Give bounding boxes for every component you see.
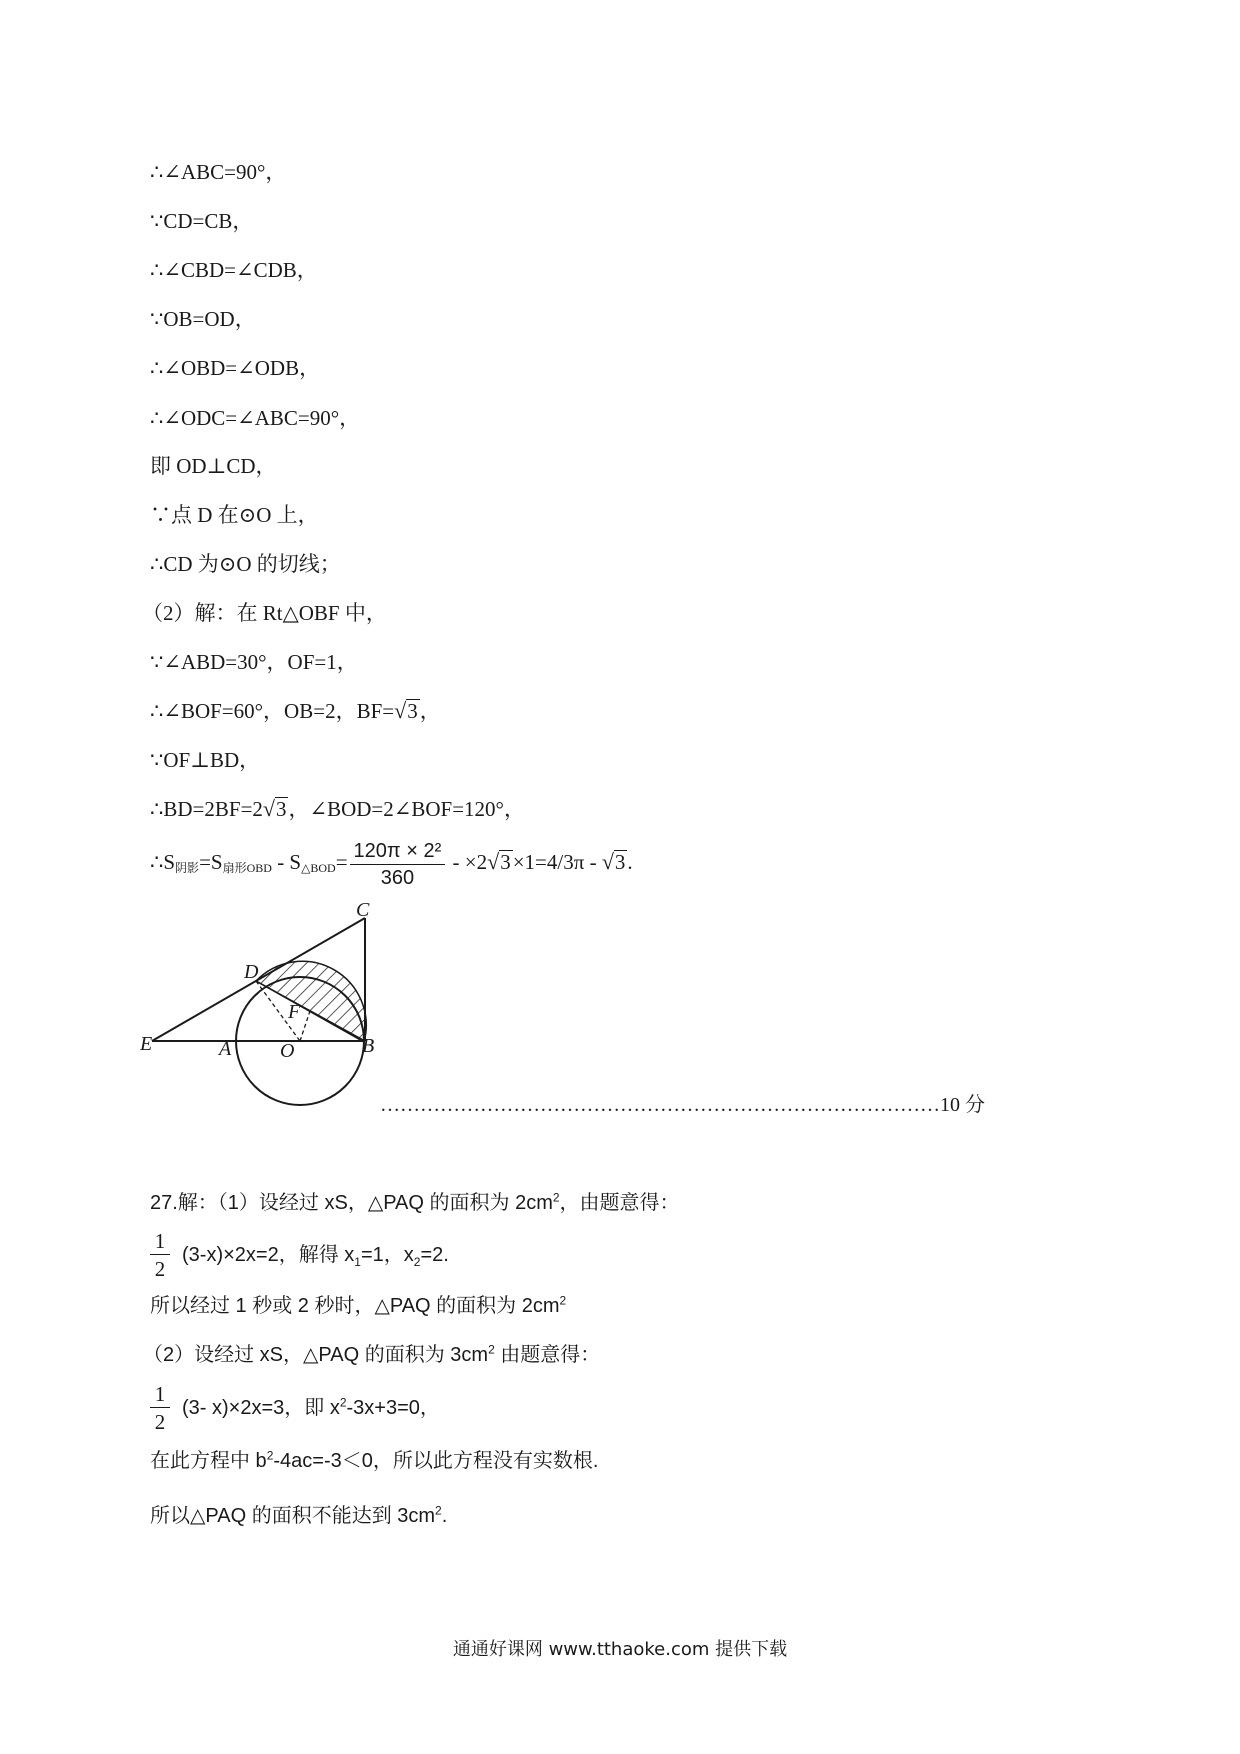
q27-part1-heading <box>150 1189 680 1217</box>
sqrt-sign: √ <box>262 796 275 821</box>
area-formula-line <box>150 832 633 898</box>
q27-part1-text: 27.解：（1）设经过 xS，△PAQ 的面积为 2cm <box>150 1192 553 1214</box>
geometry-figure <box>140 900 400 1120</box>
fraction-denominator: 2 <box>154 1257 166 1281</box>
label-d: D <box>244 961 259 983</box>
proof-line-11: ∵∠ABD=30°，OF=1， <box>150 650 358 674</box>
radicand: 3 <box>614 850 626 874</box>
proof-line-6: ∴∠ODC=∠ABC=90°， <box>150 406 361 430</box>
q27-conclusion-2 <box>150 1502 447 1530</box>
line12-text: ∴∠BOF=60°，OB=2，BF= <box>150 699 395 723</box>
sup: 2 <box>559 1293 567 1308</box>
proof-line-2: ∵CD=CB， <box>150 209 254 233</box>
part2-heading: （2）解：在 Rt△OBF 中， <box>142 601 387 625</box>
conclusion-1-text: 所以经过 1 秒或 2 秒时，△PAQ 的面积为 2cm <box>150 1295 560 1317</box>
q27-part2-text: （2）设经过 xS，△PAQ 的面积为 3cm <box>143 1344 489 1366</box>
formula-eq-s: =S <box>199 850 223 874</box>
radicand: 3 <box>275 797 287 821</box>
proof-line-3: ∴∠CBD=∠CDB， <box>150 258 318 282</box>
sqrt-sign: √ <box>601 849 614 874</box>
proof-line-14 <box>150 795 525 823</box>
sup: 2 <box>266 1448 274 1463</box>
line14-text: ∴BD=2BF=2 <box>150 797 263 821</box>
sup: 2 <box>552 1190 560 1205</box>
proof-line-1: ∴∠ABC=90°， <box>150 160 287 184</box>
eq2-b: -3x+3=0， <box>346 1397 440 1419</box>
discriminant-b: -4ac=-3＜0，所以此方程没有实数根. <box>273 1450 599 1472</box>
label-a: A <box>219 1038 232 1060</box>
line14-end: ，∠BOD=2∠BOF=120°， <box>288 797 525 821</box>
proof-line-4: ∵OB=OD， <box>150 307 256 331</box>
line-of-dashed <box>300 1011 310 1041</box>
eq1-a: (3-x)×2x=2，解得 x <box>182 1244 355 1266</box>
proof-line-5: ∴∠OBD=∠ODB， <box>150 356 321 380</box>
line12-end: ， <box>419 699 441 723</box>
label-o: O <box>280 1040 295 1062</box>
formula-s: ∴S <box>150 850 176 874</box>
sup: 2 <box>435 1503 442 1518</box>
discriminant-a: 在此方程中 b <box>150 1450 267 1472</box>
sup: 2 <box>339 1395 347 1410</box>
sub: 2 <box>413 1255 421 1269</box>
formula-times: - ×2 <box>447 850 488 874</box>
proof-line-13: ∵OF⊥BD， <box>150 748 261 772</box>
fraction-numerator: 1 <box>150 1228 170 1255</box>
conclusion-2-end: . <box>441 1505 448 1527</box>
sqrt-sign: √ <box>487 849 500 874</box>
fraction-numerator: 1 <box>150 1381 170 1408</box>
sup: 2 <box>488 1342 495 1357</box>
eq2-a: (3- x)×2x=3，即 x <box>182 1397 340 1419</box>
label-f: F <box>288 1001 301 1023</box>
fraction-denominator: 360 <box>380 866 415 889</box>
sub: 1 <box>354 1255 361 1269</box>
formula-sub-shaded: 阴影 <box>175 861 200 875</box>
label-c: C <box>356 900 370 921</box>
eq1-c: =2. <box>420 1244 449 1266</box>
conclusion-2-text: 所以△PAQ 的面积不能达到 3cm <box>150 1505 436 1527</box>
formula-result: ×1=4/3π - <box>512 850 602 874</box>
label-e: E <box>140 1033 153 1055</box>
q27-part1-end: ，由题意得： <box>559 1192 680 1214</box>
sqrt-sign: √ <box>394 698 407 723</box>
formula-sub-triangle: △BOD <box>301 861 336 875</box>
equation-2 <box>182 1394 440 1422</box>
proof-line-7: 即 OD⊥CD， <box>150 454 277 478</box>
half-fraction-2 <box>150 1381 170 1436</box>
q27-conclusion-1 <box>150 1292 566 1320</box>
radicand: 3 <box>407 699 418 723</box>
q27-part2-heading <box>143 1341 600 1369</box>
formula-period: . <box>627 850 633 874</box>
eq1-b: =1，x <box>360 1244 414 1266</box>
fraction-numerator: 120π × 2² <box>350 838 446 865</box>
fraction-denominator: 2 <box>154 1410 166 1434</box>
proof-line-12 <box>150 697 441 725</box>
sector-area-fraction <box>350 838 446 891</box>
half-fraction-1 <box>150 1228 170 1283</box>
radicand: 3 <box>500 850 511 874</box>
equation-1 <box>182 1241 449 1269</box>
proof-line-9: ∴CD 为⊙O 的切线； <box>150 552 341 576</box>
page-footer: 通通好课网 www.tthaoke.com 提供下载 <box>452 1639 788 1660</box>
formula-minus-s: - S <box>271 850 302 874</box>
proof-line-8: ∵点 D 在⊙O 上， <box>150 503 319 527</box>
formula-sub-sector: 扇形OBD <box>222 861 272 875</box>
discriminant-line <box>150 1447 598 1475</box>
score-line: …………………………………………………………………………10 分 <box>380 1094 985 1116</box>
label-b: B <box>362 1035 375 1057</box>
formula-eq: = <box>335 850 348 874</box>
q27-part2-end: 由题意得： <box>494 1344 601 1366</box>
